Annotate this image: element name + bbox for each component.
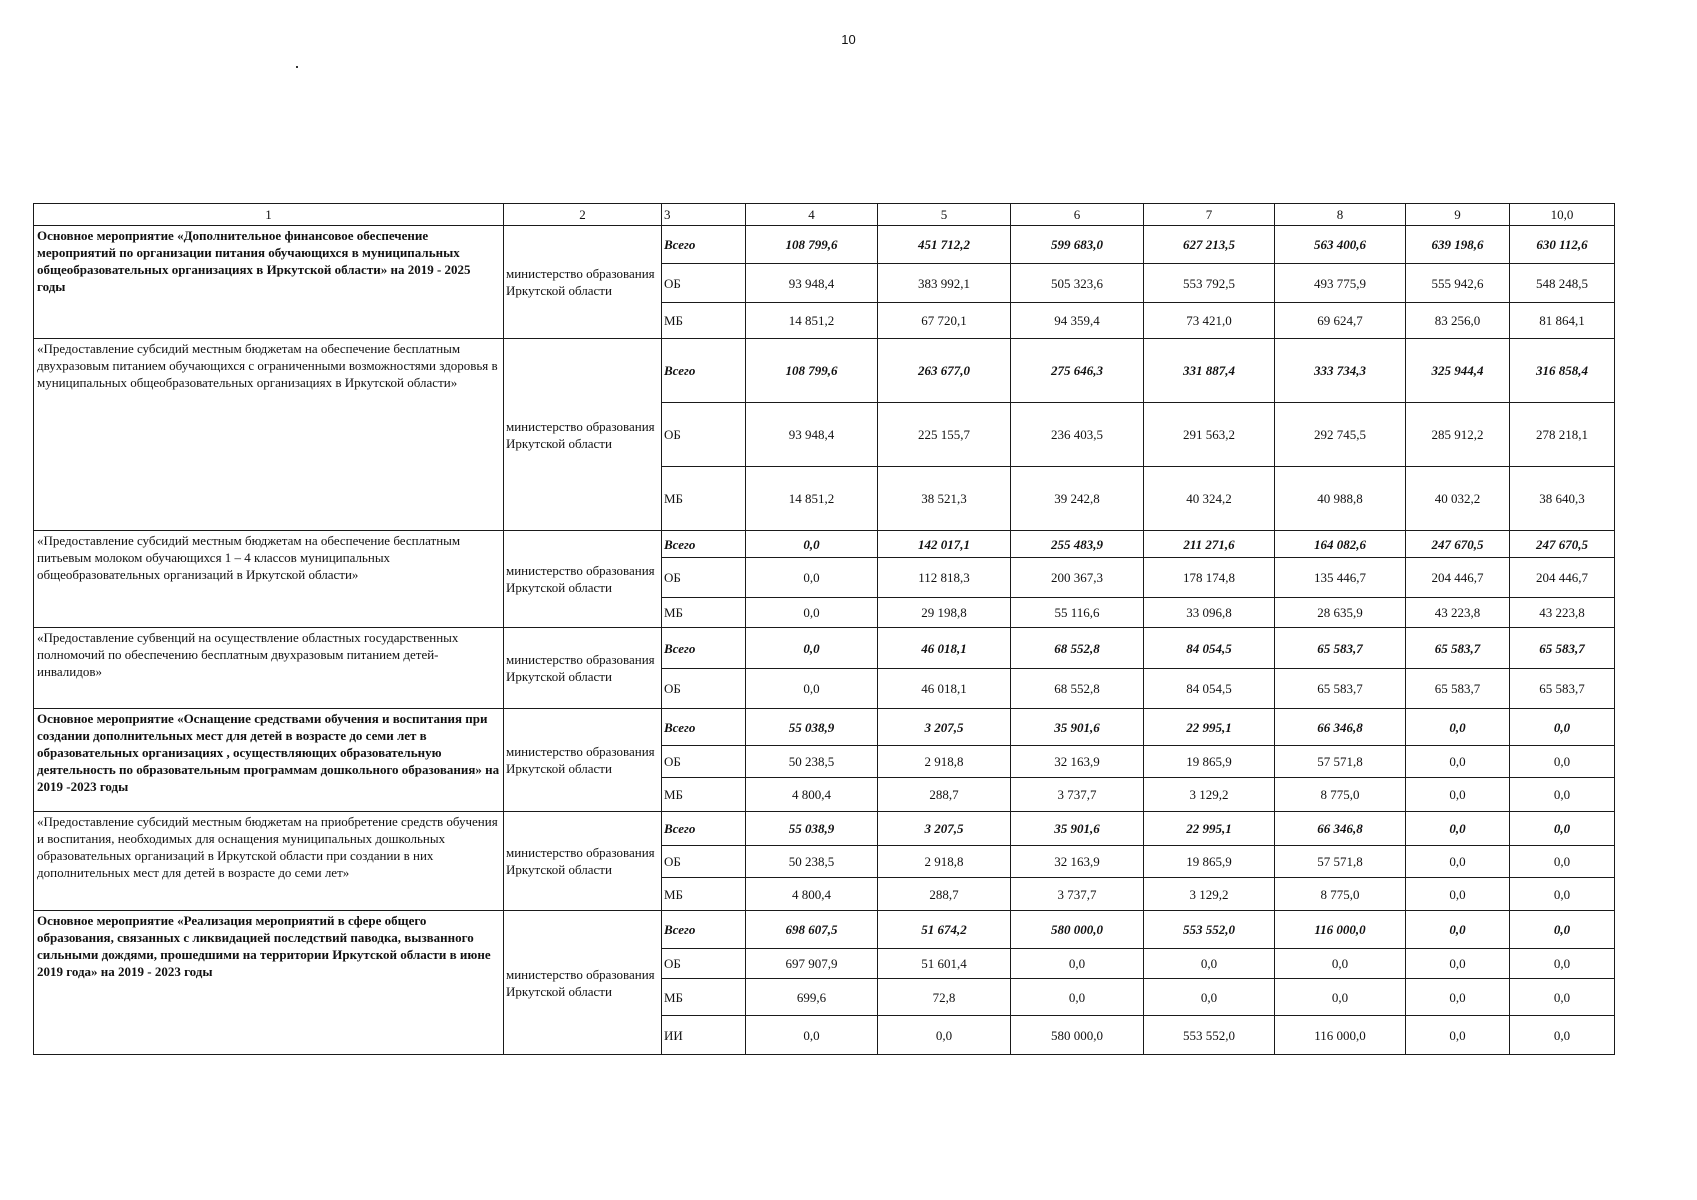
value-cell: 247 670,5 — [1406, 531, 1510, 558]
header-cell: 6 — [1011, 204, 1144, 226]
value-cell: 116 000,0 — [1275, 911, 1406, 949]
funding-source: ОБ — [662, 558, 746, 598]
value-cell: 0,0 — [1406, 846, 1510, 878]
funding-source: ОБ — [662, 846, 746, 878]
value-cell: 35 901,6 — [1011, 812, 1144, 846]
page-number: 10 — [841, 32, 856, 47]
value-cell: 0,0 — [1406, 979, 1510, 1016]
scan-speck — [296, 66, 298, 68]
budget-table — [33, 203, 1615, 1055]
value-cell: 84 054,5 — [1144, 628, 1275, 669]
value-cell: 73 421,0 — [1144, 303, 1275, 339]
value-cell: 563 400,6 — [1275, 226, 1406, 264]
value-cell: 83 256,0 — [1406, 303, 1510, 339]
value-cell: 50 238,5 — [746, 746, 878, 778]
value-cell: 46 018,1 — [878, 669, 1011, 709]
value-cell: 0,0 — [746, 628, 878, 669]
activity-description: Основное мероприятие «Оснащение средствами обучения и воспитания при создании дополнительных мест для детей в возрасте до семи лет в образовательных организациях , осуществляющих образовательную деятельность по образовательным программам дошкольного образования» на 2019 -2023 годы — [34, 709, 504, 812]
value-cell: 32 163,9 — [1011, 746, 1144, 778]
value-cell: 19 865,9 — [1144, 846, 1275, 878]
value-cell: 548 248,5 — [1510, 264, 1615, 303]
funding-source: МБ — [662, 878, 746, 911]
value-cell: 57 571,8 — [1275, 746, 1406, 778]
value-cell: 0,0 — [746, 669, 878, 709]
value-cell: 0,0 — [1406, 812, 1510, 846]
value-cell: 0,0 — [1510, 812, 1615, 846]
value-cell: 108 799,6 — [746, 226, 878, 264]
value-cell: 0,0 — [878, 1016, 1011, 1055]
value-cell: 0,0 — [1406, 911, 1510, 949]
header-cell: 2 — [504, 204, 662, 226]
value-cell: 0,0 — [1510, 979, 1615, 1016]
value-cell: 627 213,5 — [1144, 226, 1275, 264]
value-cell: 3 737,7 — [1011, 778, 1144, 812]
value-cell: 3 207,5 — [878, 709, 1011, 746]
value-cell: 39 242,8 — [1011, 467, 1144, 531]
value-cell: 8 775,0 — [1275, 778, 1406, 812]
value-cell: 46 018,1 — [878, 628, 1011, 669]
funding-source: МБ — [662, 598, 746, 628]
value-cell: 255 483,9 — [1011, 531, 1144, 558]
funding-source: ОБ — [662, 264, 746, 303]
value-cell: 32 163,9 — [1011, 846, 1144, 878]
value-cell: 8 775,0 — [1275, 878, 1406, 911]
value-cell: 2 918,8 — [878, 846, 1011, 878]
responsible-organization: министерство образования Иркутской области — [504, 226, 662, 339]
value-cell: 0,0 — [1510, 746, 1615, 778]
funding-source: МБ — [662, 467, 746, 531]
activity-description: «Предоставление субвенций на осуществление областных государственных полномочий по обеспечению бесплатным двухразовым питанием детей-инвалидов» — [34, 628, 504, 709]
value-cell: 84 054,5 — [1144, 669, 1275, 709]
value-cell: 55 116,6 — [1011, 598, 1144, 628]
value-cell: 0,0 — [1011, 979, 1144, 1016]
value-cell: 0,0 — [1510, 709, 1615, 746]
value-cell: 116 000,0 — [1275, 1016, 1406, 1055]
value-cell: 292 745,5 — [1275, 403, 1406, 467]
responsible-organization: министерство образования Иркутской области — [504, 911, 662, 1055]
value-cell: 22 995,1 — [1144, 812, 1275, 846]
value-cell: 553 552,0 — [1144, 1016, 1275, 1055]
value-cell: 211 271,6 — [1144, 531, 1275, 558]
value-cell: 66 346,8 — [1275, 812, 1406, 846]
value-cell: 0,0 — [1275, 949, 1406, 979]
responsible-organization: министерство образования Иркутской области — [504, 628, 662, 709]
funding-source: ОБ — [662, 669, 746, 709]
value-cell: 285 912,2 — [1406, 403, 1510, 467]
responsible-organization: министерство образования Иркутской области — [504, 709, 662, 812]
value-cell: 0,0 — [1406, 746, 1510, 778]
value-cell: 505 323,6 — [1011, 264, 1144, 303]
value-cell: 3 207,5 — [878, 812, 1011, 846]
funding-source: ОБ — [662, 949, 746, 979]
value-cell: 331 887,4 — [1144, 339, 1275, 403]
value-cell: 68 552,8 — [1011, 628, 1144, 669]
value-cell: 3 129,2 — [1144, 878, 1275, 911]
value-cell: 55 038,9 — [746, 709, 878, 746]
value-cell: 135 446,7 — [1275, 558, 1406, 598]
value-cell: 29 198,8 — [878, 598, 1011, 628]
value-cell: 43 223,8 — [1406, 598, 1510, 628]
value-cell: 65 583,7 — [1275, 669, 1406, 709]
table-row — [34, 226, 1615, 264]
value-cell: 0,0 — [1144, 949, 1275, 979]
value-cell: 0,0 — [1510, 778, 1615, 812]
value-cell: 4 800,4 — [746, 778, 878, 812]
value-cell: 0,0 — [746, 1016, 878, 1055]
value-cell: 40 324,2 — [1144, 467, 1275, 531]
funding-source: Всего — [662, 226, 746, 264]
value-cell: 22 995,1 — [1144, 709, 1275, 746]
value-cell: 2 918,8 — [878, 746, 1011, 778]
value-cell: 278 218,1 — [1510, 403, 1615, 467]
table-body — [34, 204, 1615, 1055]
funding-source: Всего — [662, 628, 746, 669]
value-cell: 65 583,7 — [1510, 669, 1615, 709]
value-cell: 3 737,7 — [1011, 878, 1144, 911]
value-cell: 697 907,9 — [746, 949, 878, 979]
value-cell: 639 198,6 — [1406, 226, 1510, 264]
value-cell: 0,0 — [746, 598, 878, 628]
value-cell: 57 571,8 — [1275, 846, 1406, 878]
header-cell: 7 — [1144, 204, 1275, 226]
funding-source: Всего — [662, 531, 746, 558]
value-cell: 0,0 — [1144, 979, 1275, 1016]
value-cell: 699,6 — [746, 979, 878, 1016]
funding-source: ИИ — [662, 1016, 746, 1055]
value-cell: 383 992,1 — [878, 264, 1011, 303]
value-cell: 35 901,6 — [1011, 709, 1144, 746]
value-cell: 0,0 — [1510, 911, 1615, 949]
value-cell: 0,0 — [1406, 1016, 1510, 1055]
value-cell: 65 583,7 — [1406, 669, 1510, 709]
responsible-organization: министерство образования Иркутской области — [504, 812, 662, 911]
value-cell: 164 082,6 — [1275, 531, 1406, 558]
activity-description: Основное мероприятие «Реализация мероприятий в сфере общего образования, связанных с ликвидацией последствий паводка, вызванного сильными дождями, прошедшими на территории Иркутской области в июне 2019 года» на 2019 - 2023 годы — [34, 911, 504, 1055]
header-cell: 4 — [746, 204, 878, 226]
value-cell: 0,0 — [1510, 1016, 1615, 1055]
value-cell: 69 624,7 — [1275, 303, 1406, 339]
value-cell: 553 792,5 — [1144, 264, 1275, 303]
funding-source: МБ — [662, 303, 746, 339]
value-cell: 0,0 — [1406, 949, 1510, 979]
funding-source: ОБ — [662, 403, 746, 467]
value-cell: 204 446,7 — [1406, 558, 1510, 598]
value-cell: 698 607,5 — [746, 911, 878, 949]
value-cell: 200 367,3 — [1011, 558, 1144, 598]
value-cell: 580 000,0 — [1011, 1016, 1144, 1055]
value-cell: 55 038,9 — [746, 812, 878, 846]
header-cell: 1 — [34, 204, 504, 226]
header-cell: 8 — [1275, 204, 1406, 226]
value-cell: 553 552,0 — [1144, 911, 1275, 949]
value-cell: 247 670,5 — [1510, 531, 1615, 558]
header-cell: 3 — [662, 204, 746, 226]
table-row — [34, 339, 1615, 403]
value-cell: 65 583,7 — [1406, 628, 1510, 669]
value-cell: 3 129,2 — [1144, 778, 1275, 812]
value-cell: 325 944,4 — [1406, 339, 1510, 403]
value-cell: 275 646,3 — [1011, 339, 1144, 403]
table-row — [34, 812, 1615, 846]
value-cell: 0,0 — [1406, 709, 1510, 746]
value-cell: 65 583,7 — [1510, 628, 1615, 669]
funding-source: МБ — [662, 778, 746, 812]
value-cell: 0,0 — [1011, 949, 1144, 979]
value-cell: 50 238,5 — [746, 846, 878, 878]
funding-source: Всего — [662, 812, 746, 846]
value-cell: 204 446,7 — [1510, 558, 1615, 598]
value-cell: 40 988,8 — [1275, 467, 1406, 531]
header-cell: 9 — [1406, 204, 1510, 226]
value-cell: 40 032,2 — [1406, 467, 1510, 531]
funding-source: Всего — [662, 709, 746, 746]
value-cell: 93 948,4 — [746, 264, 878, 303]
value-cell: 93 948,4 — [746, 403, 878, 467]
value-cell: 0,0 — [1510, 846, 1615, 878]
activity-description: «Предоставление субсидий местным бюджетам на обеспечение бесплатным питьевым молоком обучающихся 1 – 4 классов муниципальных общеобразовательных организаций в Иркутской области» — [34, 531, 504, 628]
value-cell: 65 583,7 — [1275, 628, 1406, 669]
value-cell: 0,0 — [1275, 979, 1406, 1016]
value-cell: 28 635,9 — [1275, 598, 1406, 628]
value-cell: 66 346,8 — [1275, 709, 1406, 746]
value-cell: 72,8 — [878, 979, 1011, 1016]
value-cell: 236 403,5 — [1011, 403, 1144, 467]
value-cell: 580 000,0 — [1011, 911, 1144, 949]
value-cell: 493 775,9 — [1275, 264, 1406, 303]
value-cell: 19 865,9 — [1144, 746, 1275, 778]
activity-description: Основное мероприятие «Дополнительное финансовое обеспечение мероприятий по организации питания обучающихся в муниципальных общеобразовательных организациях в Иркутской области» на 2019 - 2025 годы — [34, 226, 504, 339]
value-cell: 451 712,2 — [878, 226, 1011, 264]
value-cell: 33 096,8 — [1144, 598, 1275, 628]
value-cell: 0,0 — [1406, 778, 1510, 812]
value-cell: 38 521,3 — [878, 467, 1011, 531]
value-cell: 225 155,7 — [878, 403, 1011, 467]
value-cell: 178 174,8 — [1144, 558, 1275, 598]
value-cell: 14 851,2 — [746, 303, 878, 339]
header-row — [34, 204, 1615, 226]
value-cell: 51 674,2 — [878, 911, 1011, 949]
activity-description: «Предоставление субсидий местным бюджетам на обеспечение бесплатным двухразовым питанием обучающихся с ограниченными возможностями здоровья в муниципальных общеобразовательных организациях в Иркутской области» — [34, 339, 504, 531]
value-cell: 112 818,3 — [878, 558, 1011, 598]
header-cell: 5 — [878, 204, 1011, 226]
value-cell: 288,7 — [878, 778, 1011, 812]
responsible-organization: министерство образования Иркутской области — [504, 531, 662, 628]
table-row — [34, 531, 1615, 558]
funding-source: ОБ — [662, 746, 746, 778]
value-cell: 142 017,1 — [878, 531, 1011, 558]
responsible-organization: министерство образования Иркутской области — [504, 339, 662, 531]
activity-description: «Предоставление субсидий местным бюджетам на приобретение средств обучения и воспитания, необходимых для оснащения муниципальных дошкольных образовательных организаций в Иркутской области при создании в них дополнительных мест для детей в возрасте до семи лет» — [34, 812, 504, 911]
value-cell: 291 563,2 — [1144, 403, 1275, 467]
value-cell: 67 720,1 — [878, 303, 1011, 339]
table-row — [34, 709, 1615, 746]
value-cell: 43 223,8 — [1510, 598, 1615, 628]
value-cell: 0,0 — [746, 558, 878, 598]
value-cell: 288,7 — [878, 878, 1011, 911]
value-cell: 630 112,6 — [1510, 226, 1615, 264]
value-cell: 0,0 — [1510, 878, 1615, 911]
funding-source: Всего — [662, 911, 746, 949]
value-cell: 38 640,3 — [1510, 467, 1615, 531]
value-cell: 94 359,4 — [1011, 303, 1144, 339]
funding-source: МБ — [662, 979, 746, 1016]
value-cell: 108 799,6 — [746, 339, 878, 403]
value-cell: 68 552,8 — [1011, 669, 1144, 709]
funding-source: Всего — [662, 339, 746, 403]
value-cell: 316 858,4 — [1510, 339, 1615, 403]
value-cell: 263 677,0 — [878, 339, 1011, 403]
value-cell: 555 942,6 — [1406, 264, 1510, 303]
table-row — [34, 911, 1615, 949]
value-cell: 81 864,1 — [1510, 303, 1615, 339]
value-cell: 0,0 — [1510, 949, 1615, 979]
value-cell: 0,0 — [746, 531, 878, 558]
value-cell: 14 851,2 — [746, 467, 878, 531]
value-cell: 0,0 — [1406, 878, 1510, 911]
table-row — [34, 628, 1615, 669]
value-cell: 51 601,4 — [878, 949, 1011, 979]
value-cell: 4 800,4 — [746, 878, 878, 911]
value-cell: 333 734,3 — [1275, 339, 1406, 403]
value-cell: 599 683,0 — [1011, 226, 1144, 264]
header-cell: 10,0 — [1510, 204, 1615, 226]
